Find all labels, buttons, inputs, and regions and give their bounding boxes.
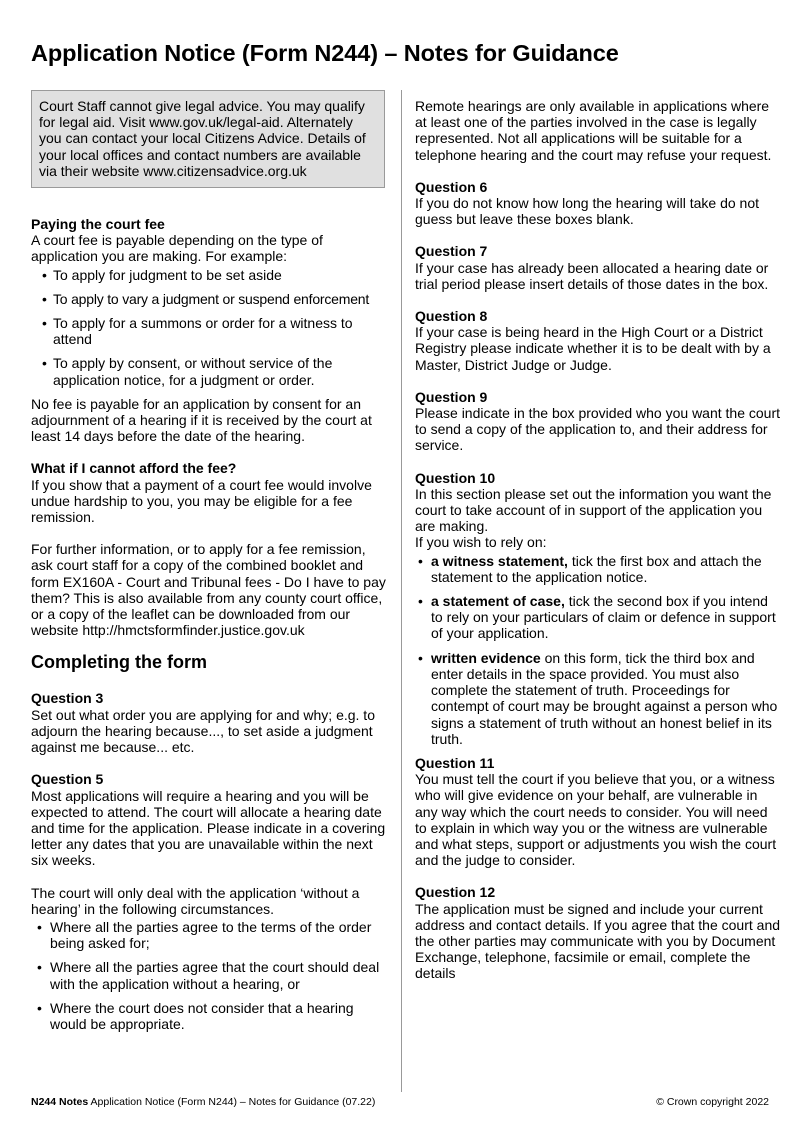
list-item-bold: written evidence bbox=[431, 649, 541, 666]
fee-examples-list bbox=[31, 267, 389, 388]
question-3-heading: Question 3 bbox=[31, 690, 104, 707]
question-7-heading: Question 7 bbox=[415, 243, 488, 260]
question-10-rely: If you wish to rely on: bbox=[415, 534, 547, 551]
left-column bbox=[31, 90, 389, 1040]
list-item bbox=[415, 593, 780, 642]
paying-fee-section bbox=[31, 216, 389, 444]
right-column bbox=[415, 98, 780, 998]
legal-advice-notice: Court Staff cannot give legal advice. You may qualify for legal aid. Visit www.gov.uk/legal-aid. Alternately you can contact your local Citizens Advice. Details of your local offices and contact numbers are available via their website www.citizensadvice.org.uk bbox=[31, 90, 385, 188]
footer-form-reference bbox=[31, 1096, 375, 1108]
list-item-text: tick the first box and attach the statement to the application notice. bbox=[431, 552, 762, 585]
question-5-heading: Question 5 bbox=[31, 771, 104, 788]
question-9-body: Please indicate in the box provided who you want the court to send a copy of the application to, and their address for service. bbox=[415, 405, 781, 454]
question-9-heading: Question 9 bbox=[415, 388, 488, 405]
question-6-section bbox=[415, 179, 780, 228]
list-item bbox=[415, 553, 780, 585]
fee-remission-info: For further information, or to apply for a fee remission, ask court staff for a copy of the combined booklet and form EX160A - Court and Tribunal fees - Do I have to pay them? This is also available from any county court office, or a copy of the leaflet can be downloaded from our website http://hmctsformfinder.justice.gov.uk bbox=[31, 541, 386, 639]
question-11-body: You must tell the court if you believe that you, or a witness who will give evidence on your behalf, are vulnerable in any way which the court needs to consider. You will need to explain in which way you or the witness are vulnerable and what steps, support or adjustments you wish the court and the judge to consider. bbox=[415, 771, 777, 869]
question-7-section bbox=[415, 243, 780, 292]
no-fee-text: No fee is payable for an application by consent for an adjournment of a hearing if it is received by the court at least 14 days before the date of the hearing. bbox=[31, 395, 372, 445]
question-12-heading: Question 12 bbox=[415, 884, 496, 901]
paying-fee-intro: A court fee is payable depending on the type of application you are making. For example: bbox=[31, 232, 323, 265]
question-11-heading: Question 11 bbox=[415, 754, 495, 771]
list-item: • Where all the parties agree that the court should deal with the application without a hearing, or bbox=[31, 959, 389, 991]
question-11-section bbox=[415, 755, 780, 868]
question-8-body: If your case is being heard in the High Court or a District Registry please indicate whether it is to be dealt with by a Master, District Judge or Judge. bbox=[415, 324, 771, 373]
list-item: • To apply by consent, or without service of the application notice, for a judgment or order. bbox=[31, 355, 389, 387]
list-item bbox=[415, 650, 780, 747]
without-hearing-intro: The court will only deal with the application ‘without a hearing’ in the following circumstances. bbox=[31, 884, 360, 917]
list-item: • To apply to vary a judgment or suspend enforcement bbox=[31, 291, 389, 307]
question-12-section bbox=[415, 884, 780, 981]
evidence-options-list bbox=[415, 553, 780, 747]
question-3-section bbox=[31, 690, 389, 755]
question-3-body: Set out what order you are applying for and why; e.g. to adjourn the hearing because..., to set aside a judgment against me because... etc. bbox=[31, 706, 375, 756]
question-8-section bbox=[415, 308, 780, 373]
list-item: • Where all the parties agree to the terms of the order being asked for; bbox=[31, 919, 389, 951]
footer-form-title: Application Notice (Form N244) – Notes for Guidance (07.22) bbox=[88, 1096, 376, 1108]
question-7-body: If your case has already been allocated a hearing date or trial period please insert details of those dates in the box. bbox=[415, 259, 769, 292]
list-item-text: on this form, tick the third box and enter details in the space provided. You must also complete the statement of truth. Proceedings for contempt of court may be brought against a person who signs a statement of truth without an honest belief in its truth. bbox=[431, 649, 778, 747]
afford-fee-body: If you show that a payment of a court fee would involve undue hardship to you, you may be eligible for a fee remission. bbox=[31, 476, 372, 526]
paying-fee-heading: Paying the court fee bbox=[31, 216, 165, 233]
question-8-heading: Question 8 bbox=[415, 308, 488, 325]
question-12-body: The application must be signed and include your current address and contact details. If you agree that the court and the other parties may communicate with you by Document Exchange, telephone, facsimile or email, complete the details bbox=[415, 900, 781, 982]
list-item: • Where the court does not consider that a hearing would be appropriate. bbox=[31, 1000, 389, 1032]
list-item-bold: a statement of case, bbox=[431, 593, 565, 610]
question-10-body: In this section please set out the information you want the court to take account of in support of the application you are making. bbox=[415, 485, 772, 535]
list-item-text: tick the second box if you intend to rely on your particulars of claim or defence in support of your application. bbox=[431, 593, 776, 642]
question-5-body: Most applications will require a hearing and you will be expected to attend. The court will allocate a hearing date and time for the application. Please indicate in a covering letter any dates that you are unavailable within the next six weeks. bbox=[31, 787, 386, 869]
without-hearing-list bbox=[31, 919, 389, 1032]
afford-fee-heading: What if I cannot afford the fee? bbox=[31, 460, 237, 477]
footer-copyright: © Crown copyright 2022 bbox=[656, 1096, 769, 1108]
question-9-section bbox=[415, 389, 780, 454]
question-5-section bbox=[31, 771, 389, 868]
question-10-section bbox=[415, 470, 780, 747]
completing-form-heading: Completing the form bbox=[31, 652, 207, 673]
question-6-heading: Question 6 bbox=[415, 178, 488, 195]
footer-form-code: N244 Notes bbox=[31, 1096, 89, 1108]
list-item: • To apply for judgment to be set aside bbox=[31, 267, 389, 283]
column-divider bbox=[401, 90, 402, 1092]
afford-fee-section bbox=[31, 460, 389, 525]
list-item-bold: a witness statement, bbox=[431, 552, 568, 569]
page-title: Application Notice (Form N244) – Notes for Guidance bbox=[31, 40, 619, 66]
question-6-body: If you do not know how long the hearing will take do not guess but leave these boxes blank. bbox=[415, 195, 759, 228]
question-10-heading: Question 10 bbox=[415, 469, 496, 486]
remote-hearings-text: Remote hearings are only available in applications where at least one of the parties involved in the case is legally represented. Not all applications will be suitable for a telephone hearing and the court may refuse your request. bbox=[415, 98, 772, 163]
list-item: • To apply for a summons or order for a witness to attend bbox=[31, 315, 389, 347]
